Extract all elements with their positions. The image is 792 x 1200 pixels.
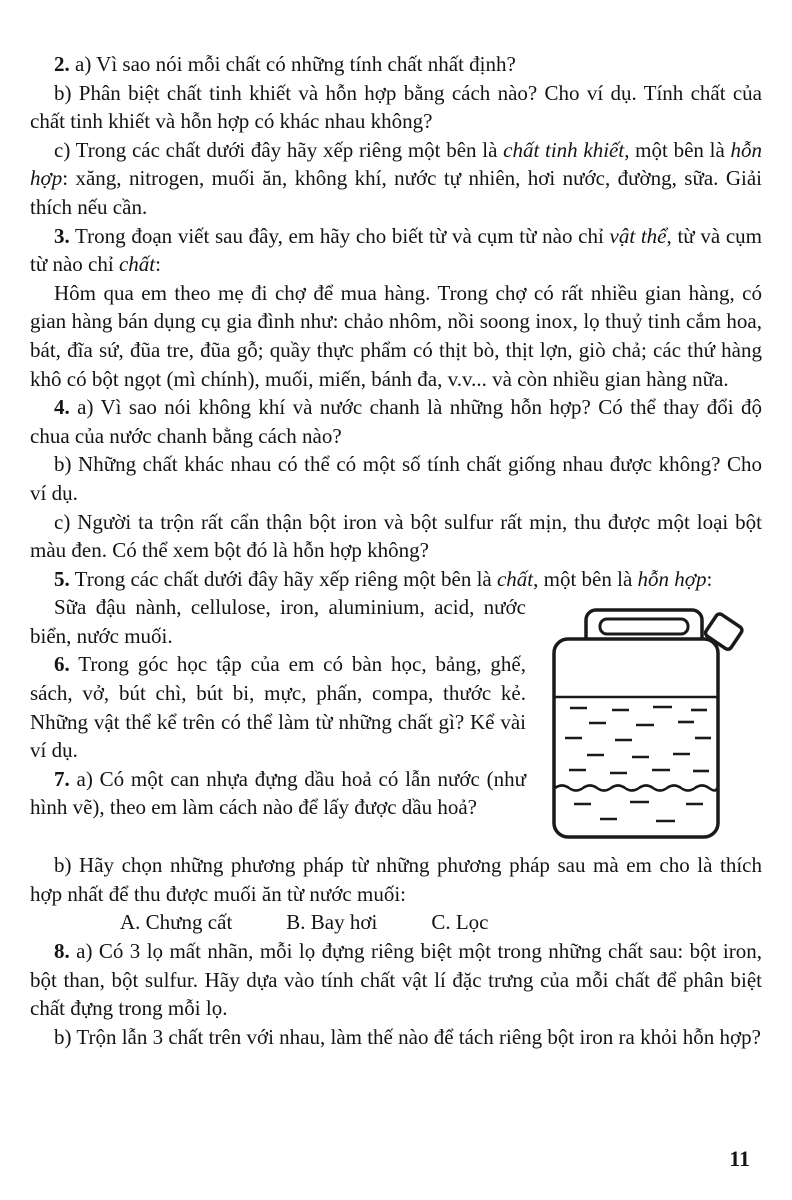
question-2b-text: b) Phân biệt chất tinh khiết và hỗn hợp bằng cách nào? Cho ví dụ. Tính chất của chất tinh khiết và hỗn hợp có khác nhau không?	[30, 80, 762, 134]
question-8a	[30, 937, 762, 1023]
question-5-text: Trong các chất dưới đây hãy xếp riêng một bên là	[69, 566, 497, 591]
question-7b-options	[30, 908, 762, 937]
question-2a	[30, 50, 762, 79]
question-2c	[30, 136, 762, 222]
question-4a	[30, 393, 762, 450]
option-b-bay-hoi: B. Bay hơi	[286, 910, 378, 935]
question-2a-text: a) Vì sao nói mỗi chất có những tính chất nhất định?	[69, 52, 516, 76]
question-4c	[30, 508, 762, 565]
question-6-text: Trong góc học tập của em có bàn học, bảng, ghế, sách, vở, bút chì, bút bi, mực, phấn, compa, thước kẻ. Những vật thể kể trên có thể làm từ những chất gì? Kể vài ví dụ.	[30, 652, 526, 763]
question-2b	[30, 79, 762, 136]
question-3-intro	[30, 222, 762, 279]
question-3-number: 3.	[54, 223, 70, 248]
term-chat: chất	[118, 252, 156, 277]
question-8-number: 8.	[54, 939, 70, 964]
term-chat-2: chất	[496, 566, 534, 591]
question-5-text-end: :	[706, 566, 713, 591]
question-8a-text: a) Có 3 lọ mất nhãn, mỗi lọ đựng riêng biệt một trong những chất sau: bột iron, bột than, bột sulfur. Hãy dựa vào tính chất vật lí đặc trưng của mỗi chất để phân biệt chất đựng trong mỗi lọ.	[30, 939, 762, 1021]
question-7b-text: b) Hãy chọn những phương pháp từ những phương pháp sau mà em cho là thích hợp nhất để thu được muối ăn từ nước muối:	[30, 853, 762, 906]
question-5-number: 5.	[54, 566, 70, 591]
question-2c-text-end: : xăng, nitrogen, muối ăn, không khí, nước tự nhiên, hơi nước, đường, sữa. Giải thích nếu cần.	[30, 166, 762, 219]
question-4-number: 4.	[54, 395, 70, 420]
term-hon-hop: hỗn hợp	[30, 137, 762, 191]
question-3-text-end: :	[155, 252, 161, 277]
question-8b	[30, 1023, 762, 1052]
can-drawing	[552, 607, 750, 841]
kerosene-can-illustration	[540, 607, 762, 847]
term-vat-the: vật thể	[609, 223, 667, 248]
question-6-number: 6.	[54, 652, 70, 677]
question-8b-text: b) Trộn lẫn 3 chất trên với nhau, làm thế nào để tách riêng bột iron ra khỏi hỗn hợp?	[54, 1024, 761, 1049]
question-2c-text-mid: , một bên là	[624, 137, 731, 162]
textbook-page-content	[30, 50, 762, 1051]
option-a-chung-cat: A. Chưng cất	[120, 910, 233, 935]
term-chat-tinh-khiet: chất tinh khiết	[503, 137, 625, 162]
can-handle-hole	[600, 619, 688, 634]
question-5-intro	[30, 565, 762, 594]
question-3-text-mid: , từ và cụm từ nào chỉ	[30, 223, 762, 277]
question-4b	[30, 450, 762, 507]
question-7-number: 7.	[54, 766, 70, 791]
question-2-number: 2.	[54, 52, 70, 76]
question-7b	[30, 851, 762, 908]
question-4a-text: a) Vì sao nói không khí và nước chanh là những hỗn hợp? Có thể thay đổi độ chua của nước chanh bằng cách nào?	[30, 395, 762, 448]
term-hon-hop-2: hỗn hợp	[637, 566, 707, 591]
question-4c-text: c) Người ta trộn rất cẩn thận bột iron và bột sulfur rất mịn, thu được một loại bột màu đen. Có thể xem bột đó là hỗn hợp không?	[30, 509, 762, 563]
page-number: 11	[729, 1146, 750, 1171]
question-7a-text: a) Có một can nhựa đựng dầu hoả có lẫn nước (như hình vẽ), theo em làm cách nào để lấy được dầu hoả?	[30, 766, 526, 820]
question-3-text: Trong đoạn viết sau đây, em hãy cho biết từ và cụm từ nào chỉ	[69, 223, 610, 248]
option-c-loc: C. Lọc	[431, 910, 489, 935]
question-4b-text: b) Những chất khác nhau có thể có một số tính chất giống nhau được không? Cho ví dụ.	[30, 452, 762, 505]
question-5-text-mid: , một bên là	[533, 566, 638, 591]
question-2c-text: c) Trong các chất dưới đây hãy xếp riêng một bên là	[54, 137, 504, 162]
question-5-list-text: Sữa đậu nành, cellulose, iron, aluminium, acid, nước biển, nước muối.	[30, 595, 526, 648]
question-3-passage	[30, 279, 762, 393]
question-3-passage-text: Hôm qua em theo mẹ đi chợ để mua hàng. Trong chợ có rất nhiều gian hàng, có gian hàng bán dụng cụ gia đình như: chảo nhôm, nồi soong inox, lọ thuỷ tinh cắm hoa, bát, đĩa sứ, đũa tre, đũa gỗ; quầy thực phẩm có thịt bò, thịt lợn, giò chả; các thứ hàng khô có bột ngọt (mì chính), muối, miến, bánh đa, v.v... và còn nhiều gian hàng nữa.	[30, 280, 762, 391]
